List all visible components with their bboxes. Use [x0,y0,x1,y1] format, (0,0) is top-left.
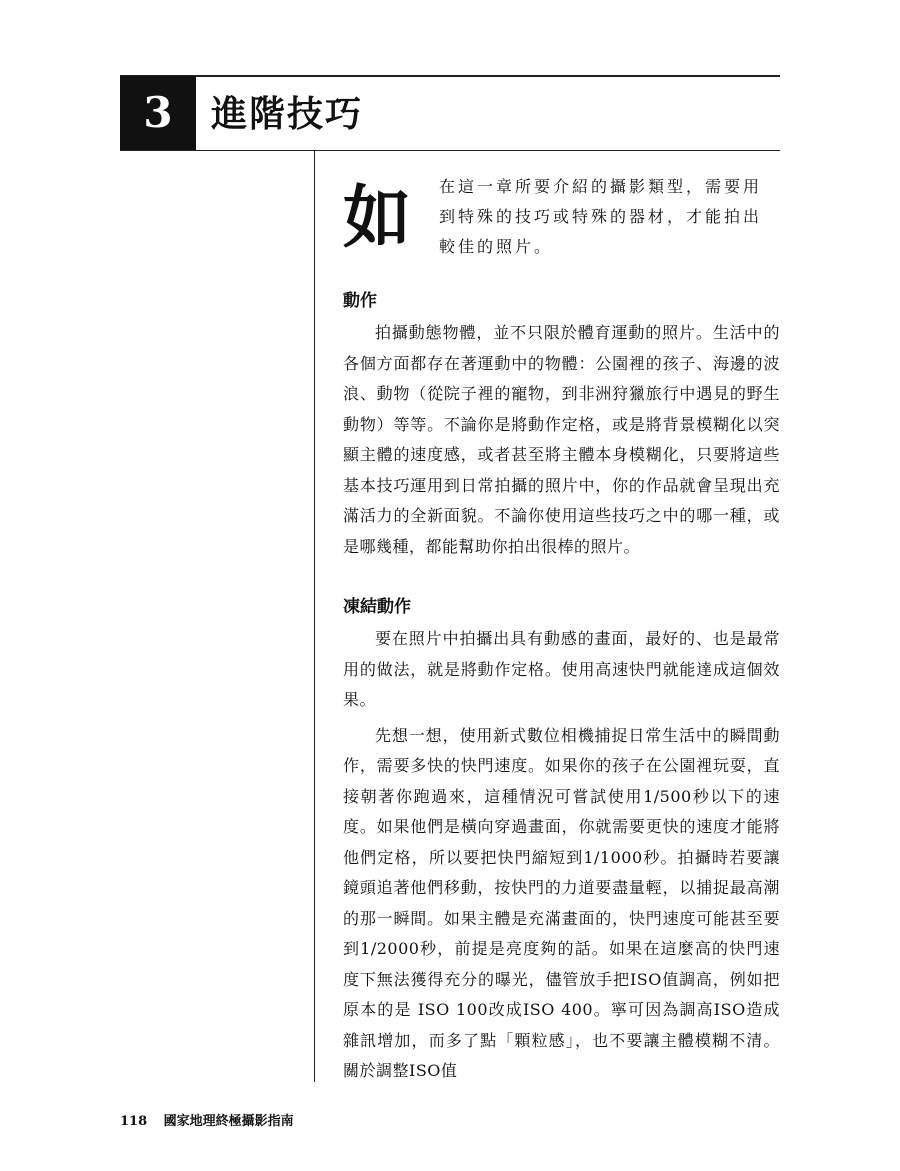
intro-text: 在這一章所要介紹的攝影類型，需要用到特殊的技巧或特殊的器材，才能拍出較佳的照片。 [439,177,763,256]
drop-cap: 如 [343,178,412,258]
chapter-title: 進階技巧 [211,93,364,135]
section-action-paragraph: 拍攝動態物體，並不只限於體育運動的照片。生活中的各個方面都存在著運動中的物體：公園裡的孩子、海邊的波浪、動物（從院子裡的寵物，到非洲狩獵旅行中遇見的野生動物）等等。不論你是將動作定格，或是將背景模糊化以突顯主體的速度感，或者甚至將主體本身模糊化，只要將這些基本技巧運用到日常拍攝的照片中，你的作品就會呈現出充滿活力的全新面貌。不論你使用這些技巧之中的哪一種，或是哪幾種，都能幫助你拍出很棒的照片。 [343,323,780,556]
header-top-rule [120,75,780,77]
header-bottom-rule [120,150,780,151]
section-freeze-paragraph-1: 要在照片中拍攝出具有動感的畫面，最好的、也是最常用的做法，就是將動作定格。使用高速快門就能達成這個效果。 [343,629,780,709]
chapter-number: 3 [120,76,196,150]
section-heading-action: 動作 [343,291,377,311]
section-heading-freeze-action: 凍結動作 [343,597,411,617]
section-freeze-paragraph-2: 先想一想，使用新式數位相機捕捉日常生活中的瞬間動作，需要多快的快門速度。如果你的孩子在公園裡玩耍，直接朝著你跑過來，這種情況可嘗試使用1/500秒以下的速度。如果他們是橫向穿過畫面，你就需要更快的速度才能將他們定格，所以要把快門縮短到1/1000秒。拍攝時若要讓鏡頭追著他們移動，按快門的力道要盡量輕，以捕捉最高潮的那一瞬間。如果主體是充滿畫面的，快門速度可能甚至要到1/2000秒，前提是亮度夠的話。如果在這麼高的快門速度下無法獲得充分的曝光，儘管放手把ISO值調高，例如把原本的是 ISO 100改成ISO 400。寧可因為調高ISO造成雜訊增加，而多了點「顆粒感」，也不要讓主體模糊不清。關於調整ISO值 [343,725,780,1080]
column-rule [314,150,315,1082]
page-number: 118 [120,1114,148,1129]
page-footer [120,1110,294,1129]
intro-block [343,172,780,262]
main-column [343,172,780,1087]
book-title: 國家地理終極攝影指南 [163,1114,294,1129]
